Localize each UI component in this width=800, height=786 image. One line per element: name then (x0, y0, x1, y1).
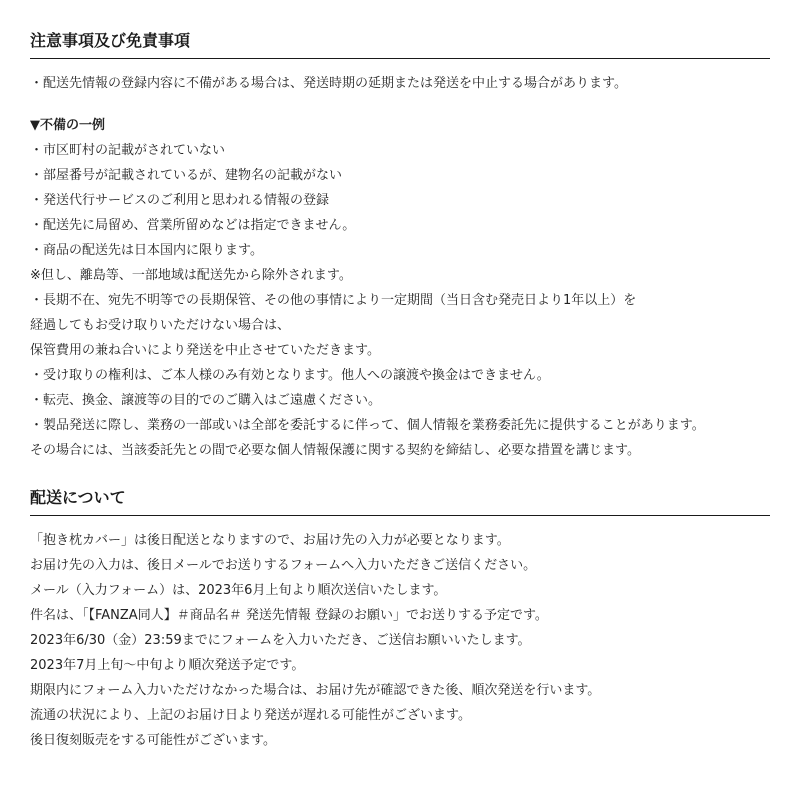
list-item: その場合には、当該委託先との間で必要な個人情報保護に関する契約を締結し、必要な措置を講じます。 (30, 443, 640, 458)
paragraph-line: メール（入力フォーム）は、2023年6月上旬より順次送信いたします。 (30, 583, 447, 598)
list-item: ・転売、換金、譲渡等の目的でのご購入はご遠慮ください。 (30, 393, 382, 408)
paragraph-line: 「抱き枕カバー」は後日配送となりますので、お届け先の入力が必要となります。 (30, 533, 510, 548)
list-item: ・発送代行サービスのご利用と思われる情報の登録 (30, 193, 330, 208)
paragraph-line: 2023年6/30（金）23:59までにフォームを入力いただき、ご送信お願いいたします。 (30, 633, 531, 648)
paragraph-line: 期限内にフォーム入力いただけなかった場合は、お届け先が確認できた後、順次発送を行います。 (30, 683, 601, 698)
spacer (30, 96, 770, 113)
list-item: 保管費用の兼ね合いにより発送を中止させていただきます。 (30, 343, 380, 358)
paragraph-line: 2023年7月上旬～中旬より順次発送予定です。 (30, 658, 305, 673)
paragraph-line: 流通の状況により、上記のお届け日より発送が遅れる可能性がございます。 (30, 708, 471, 723)
disclaimer-body (30, 71, 770, 463)
list-item: ・部屋番号が記載されているが、建物名の記載がない (30, 168, 343, 183)
intro-line: ・配送先情報の登録内容に不備がある場合は、発送時期の延期または発送を中止する場合があります。 (30, 76, 627, 91)
list-item: ・長期不在、宛先不明等での長期保管、その他の事情により一定期間（当日含む発売日より1年以上）を (30, 293, 637, 308)
list-item: ・受け取りの権利は、ご本人様のみ有効となります。他人への譲渡や換金はできません。 (30, 368, 550, 383)
paragraph-line: 後日復刻販売をする可能性がございます。 (30, 733, 276, 748)
shipping-section (30, 487, 770, 753)
paragraph-line: 件名は、「【FANZA同人】＃商品名＃ 発送先情報 登録のお願い」でお送りする予定です。 (30, 608, 548, 623)
paragraph-line: お届け先の入力は、後日メールでお送りするフォームへ入力いただきご送信ください。 (30, 558, 537, 573)
list-item: ※但し、離島等、一部地域は配送先から除外されます。 (30, 268, 352, 283)
list-item: ・商品の配送先は日本国内に限ります。 (30, 243, 263, 258)
list-item: ・配送先に局留め、営業所留めなどは指定できません。 (30, 218, 356, 233)
shipping-body (30, 528, 770, 753)
disclaimer-section (30, 30, 770, 463)
list-item: ・製品発送に際し、業務の一部或いは全部を委託するに伴って、個人情報を業務委託先に提供することがあります。 (30, 418, 705, 433)
section-heading-shipping: 配送について (30, 487, 770, 516)
section-heading-disclaimer: 注意事項及び免責事項 (30, 30, 770, 59)
list-item: ・市区町村の記載がされていない (30, 143, 226, 158)
sub-heading-deficiency-examples: ▼不備の一例 (30, 118, 105, 133)
list-item: 経過してもお受け取りいただけない場合は、 (30, 318, 291, 333)
